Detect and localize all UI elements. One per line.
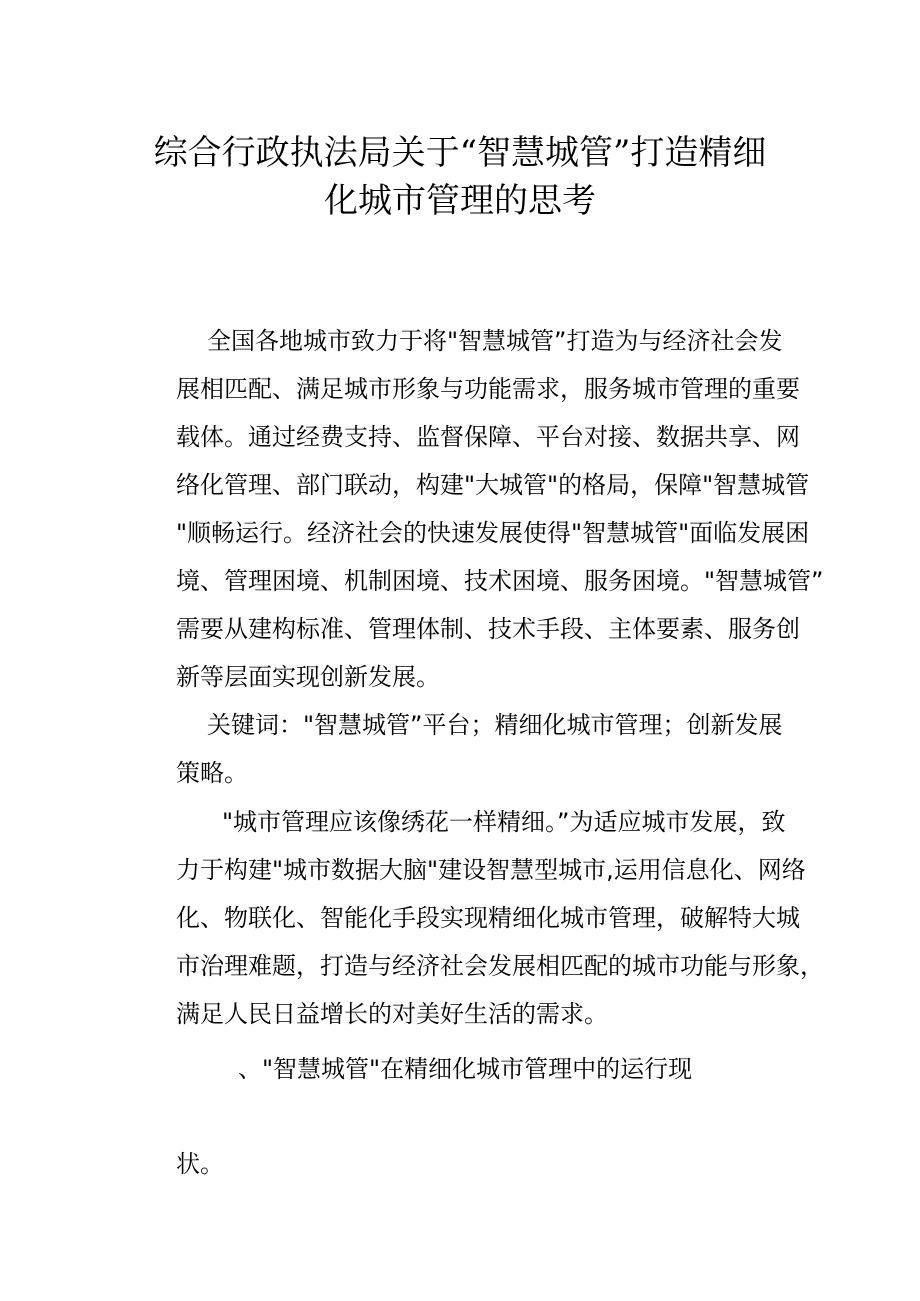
abstract-line: 新等层面实现创新发展。 [176,663,440,691]
abstract-line: 络化管理、部门联动，构建"大城管"的格局，保障"智慧城管 [176,471,810,499]
abstract-line: "顺畅运行。经济社会的快速发展使得"智慧城管"面临发展困 [176,519,810,547]
section-heading: 、"智慧城管"在精细化城市管理中的运行现 [238,1055,693,1083]
abstract-line: 境、管理困境、机制困境、技术困境、服务困境。"智慧城管” [176,567,824,595]
intro-line: 力于构建"城市数据大脑"建设智慧型城市,运用信息化、网络 [176,856,806,884]
abstract-line: 展相匹配、满足城市形象与功能需求，服务城市管理的重要 [176,375,800,403]
keywords-line: 关键词："智慧城管”平台；精细化城市管理；创新发展 [207,711,783,739]
intro-line: "城市管理应该像绣花一样精细。”为适应城市发展，致 [222,808,786,836]
document-title-line-1: 综合行政执法局关于“智慧城管”打造精细 [153,133,767,173]
abstract-line: 需要从建构标准、管理体制、技术手段、主体要素、服务创 [176,615,800,643]
intro-line: 满足人民日益增长的对美好生活的需求。 [176,1000,608,1028]
abstract-line: 全国各地城市致力于将"智慧城管”打造为与经济社会发 [207,327,783,355]
abstract-line: 载体。通过经费支持、监督保障、平台对接、数据共享、网 [176,423,800,451]
section-heading-continuation: 状。 [176,1150,224,1178]
keywords-line: 策略。 [176,759,248,787]
document-title-line-2: 化城市管理的思考 [324,181,596,221]
intro-line: 化、物联化、智能化手段实现精细化城市管理，破解特大城 [176,904,800,932]
intro-line: 市治理难题，打造与经济社会发展相匹配的城市功能与形象， [176,952,824,980]
